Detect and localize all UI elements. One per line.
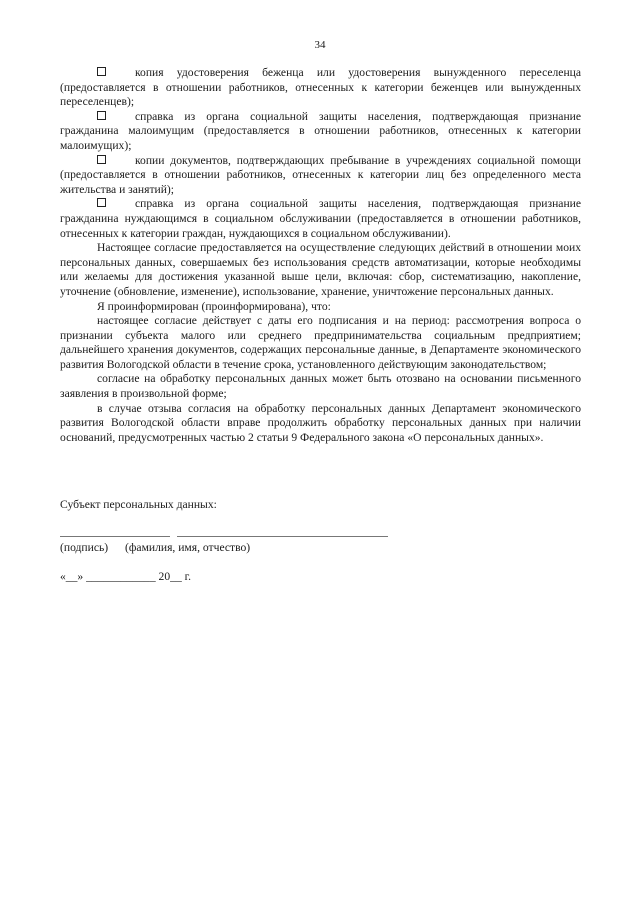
bullet-text: копии документов, подтверждающих пребывание в учреждениях социальной помощи (предоставляется в отношении работников, отнесенных к категории лиц без определенного места жительства и занятий); [60, 153, 581, 196]
full-name-caption: (фамилия, имя, отчество) [125, 541, 251, 554]
consent-actions-paragraph: Настоящее согласие предоставляется на осуществление следующих действий в отношении моих персональных данных, совершаемых без использования средств автоматизации, которые необходимы или желаемы для достижения указанной выше цели, включая: сбор, систематизацию, накопление, уточнение (обновление, изменение), использование, хранение, уничтожение персональных данных. [60, 241, 581, 298]
revocation-paragraph: согласие на обработку персональных данных может быть отозвано на основании письменного заявления в произвольной форме; [60, 372, 581, 401]
subject-label: Субъект персональных данных: [60, 498, 217, 511]
bullet-item [60, 197, 581, 241]
page-number: 34 [314, 39, 326, 51]
signature-caption: (подпись) [60, 541, 109, 554]
validity-paragraph: настоящее согласие действует с даты его подписания и на период: рассмотрения вопроса о признании субъекта малого или среднего предпринимательства социальным предприятием; дальнейшего хранения документов, содержащих персональные данные, в Департаменте экономического развития Вологодской области в течение срока, установленного действующим законодательством; [60, 314, 581, 371]
informed-paragraph: Я проинформирован (проинформирована), что: [97, 299, 331, 313]
bullet-text: справка из органа социальной защиты населения, подтверждающая признание гражданина малоимущим (предоставляется в отношении работников, отнесенных к категории малоимущих); [60, 109, 581, 152]
document-body [60, 66, 581, 445]
signature-line [60, 536, 170, 537]
full-name-line [177, 536, 388, 537]
bullet-item [60, 110, 581, 154]
bullet-item [60, 154, 581, 198]
date-line: «__» ____________ 20__ г. [60, 570, 191, 583]
checkbox-square-icon [97, 155, 106, 164]
bullet-text: копия удостоверения беженца или удостоверения вынужденного переселенца (предоставляется в отношении работников, отнесенных к категории беженцев или вынужденных переселенцев); [60, 66, 581, 109]
checkbox-square-icon [97, 111, 106, 120]
bullet-text: справка из органа социальной защиты населения, подтверждающая признание гражданина нуждающимся в социальном обслуживании (предоставляется в отношении работников, отнесенных к категории граждан, нуждающихся в социальном обслуживании). [60, 197, 581, 240]
bullet-item [60, 66, 581, 110]
signature-labels [60, 541, 264, 556]
checkbox-square-icon [97, 67, 106, 76]
signature-lines [60, 528, 388, 538]
continuation-paragraph: в случае отзыва согласия на обработку персональных данных Департамент экономического развития Вологодской области вправе продолжить обработку персональных данных при наличии оснований, предусмотренных частью 2 статьи 9 Федерального закона «О персональных данных». [60, 401, 581, 444]
checkbox-square-icon [97, 198, 106, 207]
